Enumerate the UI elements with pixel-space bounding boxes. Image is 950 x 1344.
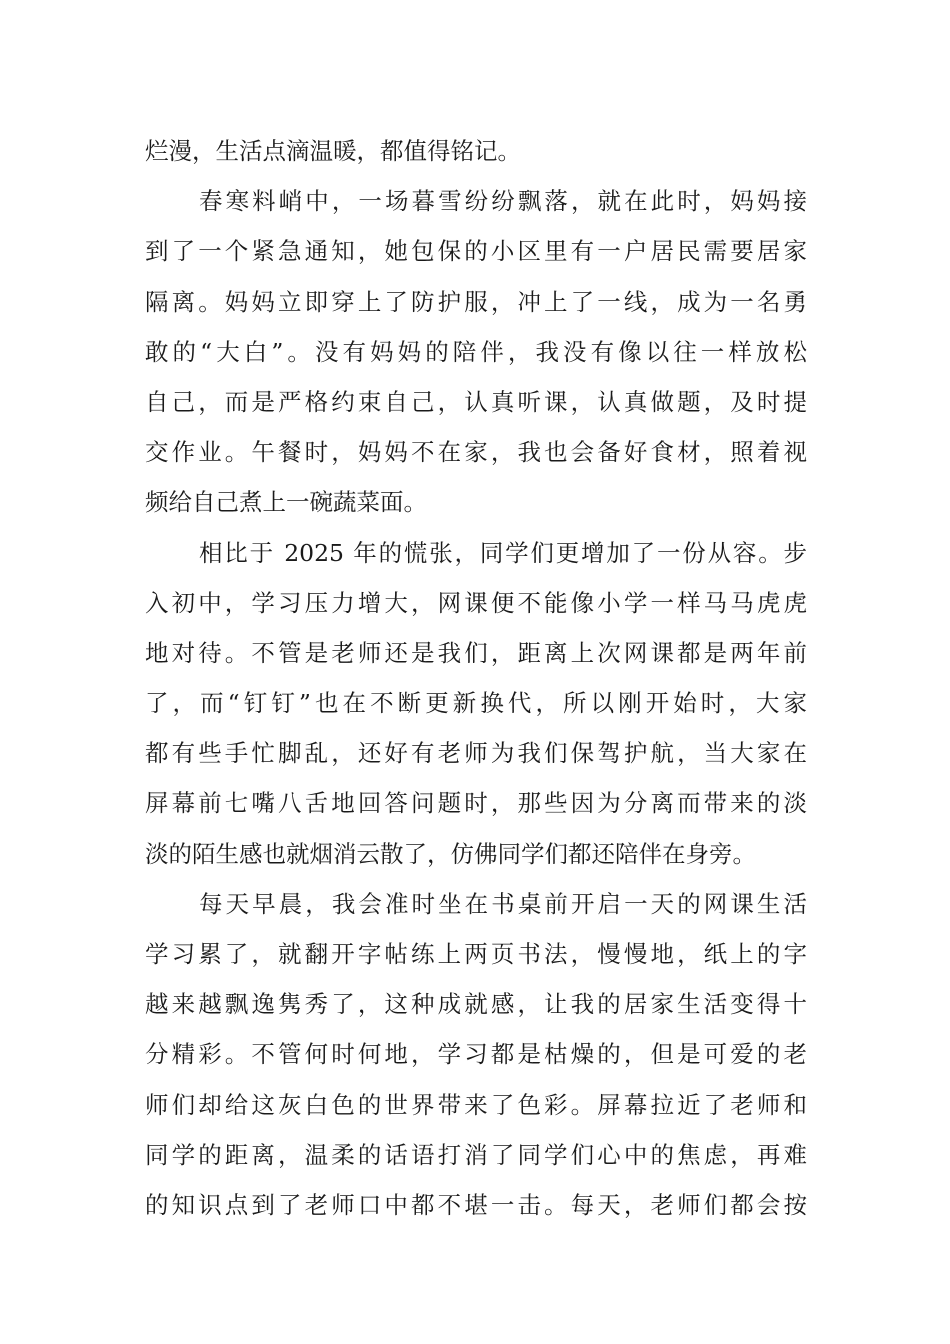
essay-body bbox=[145, 126, 807, 1230]
text-line: 学习累了，就翻开字帖练上两页书法，慢慢地，纸上的字 bbox=[145, 940, 807, 968]
text-line: 淡的陌生感也就烟消云散了，仿佛同学们都还陪伴在身旁。 bbox=[145, 839, 756, 868]
text-line: 频给自己煮上一碗蔬菜面。 bbox=[145, 488, 427, 517]
text-line: 隔离。妈妈立即穿上了防护服，冲上了一线，成为一名勇 bbox=[145, 287, 807, 316]
text-line: 的知识点到了老师口中都不堪一击。每天，老师们都会按 bbox=[145, 1190, 807, 1219]
text-line: 春寒料峭中，一场暮雪纷纷飘落，就在此时，妈妈接 bbox=[199, 187, 807, 216]
text-line: 同学的距离，温柔的话语打消了同学们心中的焦虑，再难 bbox=[145, 1140, 807, 1169]
text-line: 屏幕前七嘴八舌地回答问题时，那些因为分离而带来的淡 bbox=[145, 789, 807, 818]
text-line: 烂漫，生活点滴温暖，都值得铭记。 bbox=[145, 137, 521, 165]
text-line: 敢的“大白”。没有妈妈的陪伴，我没有像以往一样放松 bbox=[145, 337, 807, 366]
text-line: 越来越飘逸隽秀了，这种成就感，让我的居家生活变得十 bbox=[145, 990, 807, 1019]
text-line: 都有些手忙脚乱，还好有老师为我们保驾护航，当大家在 bbox=[145, 739, 807, 768]
text-line: 入初中，学习压力增大，网课便不能像小学一样马马虎虎 bbox=[145, 588, 807, 617]
text-line: 自己，而是严格约束自己，认真听课，认真做题，及时提 bbox=[145, 387, 807, 416]
text-line: 相比于 2025 年的慌张，同学们更增加了一份从容。步 bbox=[199, 538, 807, 567]
text-line: 了，而“钉钉”也在不断更新换代，所以刚开始时，大家 bbox=[145, 689, 807, 718]
text-line: 每天早晨，我会准时坐在书桌前开启一天的网课生活 bbox=[199, 889, 807, 918]
text-line: 师们却给这灰白色的世界带来了色彩。屏幕拉近了老师和 bbox=[145, 1090, 807, 1119]
text-line: 到了一个紧急通知，她包保的小区里有一户居民需要居家 bbox=[145, 237, 807, 266]
text-line: 地对待。不管是老师还是我们，距离上次网课都是两年前 bbox=[145, 638, 807, 667]
text-line: 分精彩。不管何时何地，学习都是枯燥的，但是可爱的老 bbox=[145, 1040, 807, 1069]
text-line: 交作业。午餐时，妈妈不在家，我也会备好食材，照着视 bbox=[145, 438, 807, 467]
